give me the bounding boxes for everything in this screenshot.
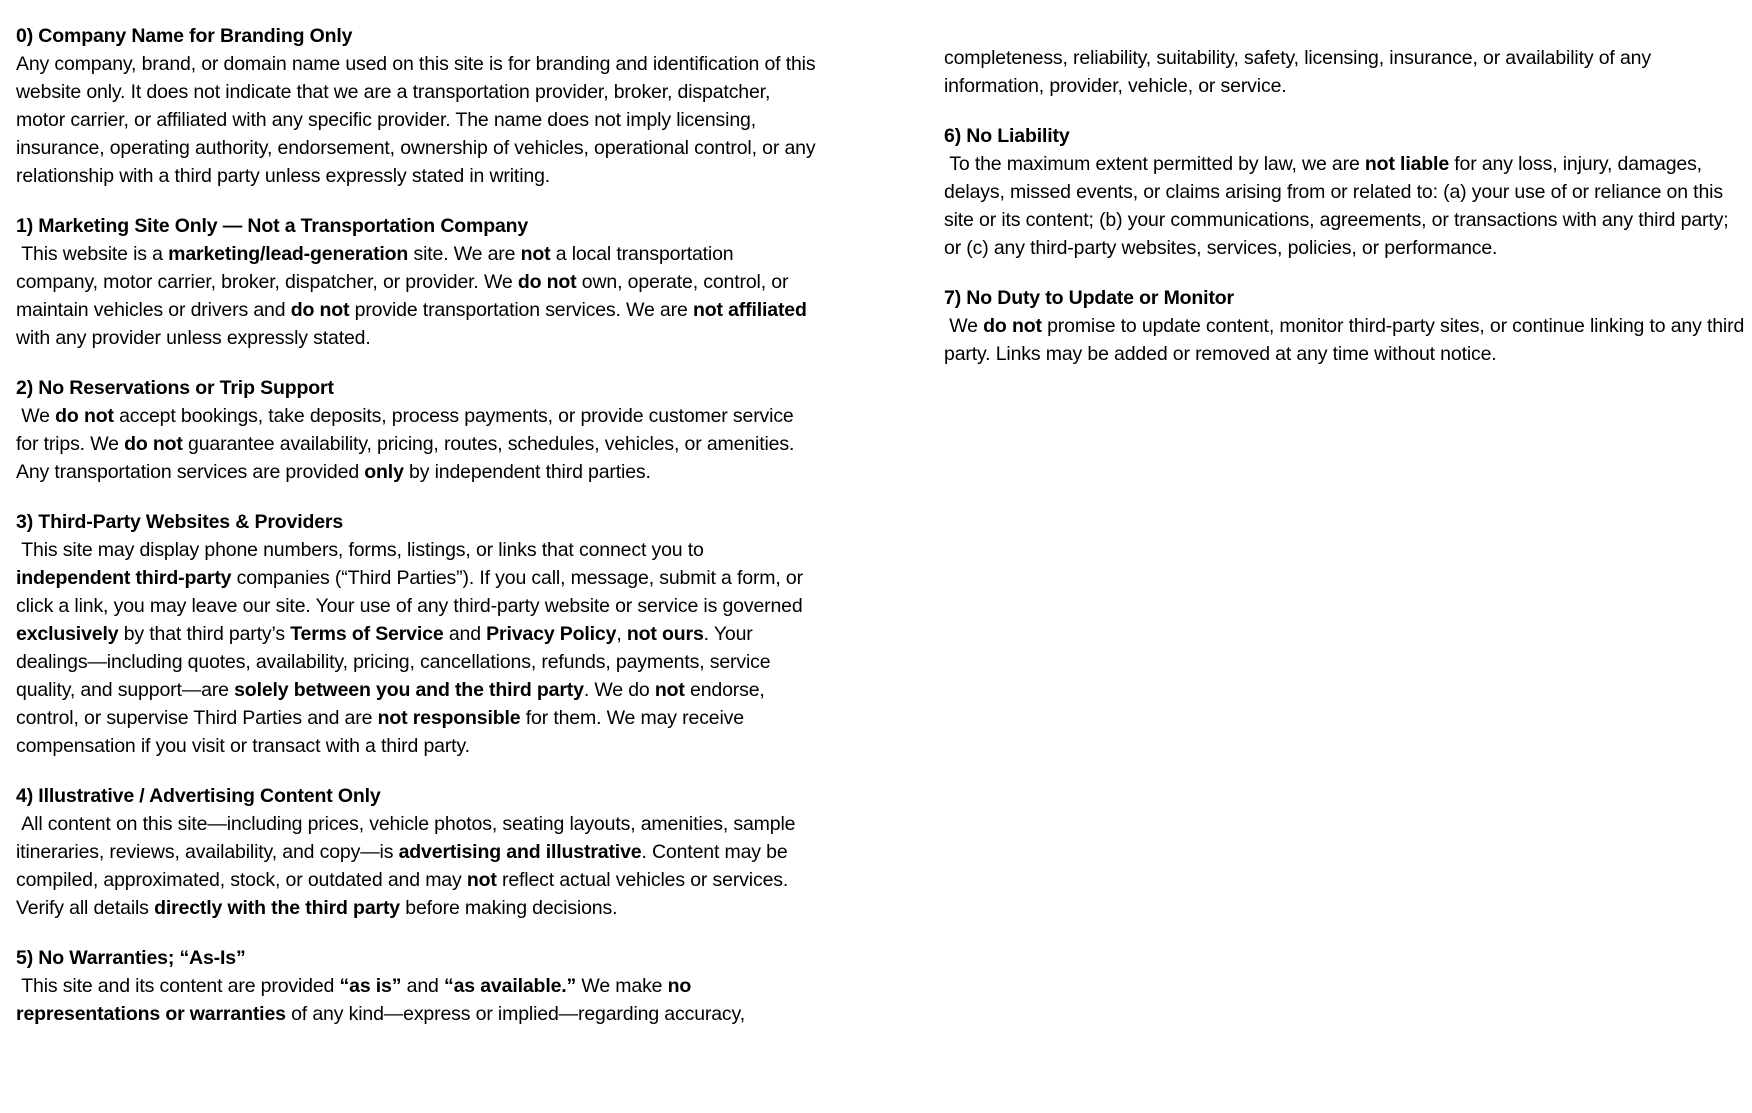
bold-text: marketing/lead-generation (168, 243, 409, 265)
body-text: of any kind—express or implied—regarding accuracy, (285, 1003, 745, 1025)
bold-text: Terms of Service (290, 623, 444, 645)
section-heading: 4) Illustrative / Advertising Content Only (16, 785, 381, 807)
bold-text: advertising and illustrative (398, 841, 642, 863)
body-text: for them. We may receive compensation if you visit or transact with a third party. (16, 707, 750, 757)
body-text: and (443, 623, 487, 645)
section-body (16, 402, 817, 486)
body-text: reflect actual vehicles or services. Verify all details (16, 869, 794, 919)
bold-text: not ours (626, 623, 704, 645)
bold-text: do not (55, 405, 114, 427)
bold-text: only (364, 461, 404, 483)
body-text: . We do (583, 679, 655, 701)
bold-text: solely between you and the third party (234, 679, 584, 701)
disclaimer-section (16, 374, 817, 486)
body-text: This site may display phone numbers, forms, listings, or links that connect you to (16, 539, 709, 561)
body-text: We (944, 315, 984, 337)
body-text: by that third party’s (118, 623, 291, 645)
section-body (944, 44, 1745, 100)
bold-text: do not (983, 315, 1042, 337)
body-text: by independent third parties. (403, 461, 651, 483)
section-heading: 1) Marketing Site Only — Not a Transportation Company (16, 215, 529, 237)
section-body (16, 50, 821, 190)
disclaimer-section (944, 284, 1750, 368)
section-body (16, 240, 817, 352)
bold-text: independent third-party (16, 567, 232, 589)
body-text: companies (“Third Parties”). If you call, message, submit a form, or click a link, you may leave our site. Your use of any third-party website or service is governed (16, 567, 809, 617)
section-heading: 3) Third-Party Websites & Providers (16, 511, 344, 533)
body-text: . Content may be compiled, approximated, stock, or outdated and may (16, 841, 793, 891)
disclaimer-section (16, 944, 817, 1028)
body-text: . Your dealings—including quotes, availability, pricing, cancellations, refunds, payments, service quality, and support—are (16, 623, 776, 701)
body-text: provide transportation services. We are (349, 299, 693, 321)
body-text: To the maximum extent permitted by law, we are (944, 153, 1365, 175)
body-text: We (16, 405, 56, 427)
body-text: guarantee availability, pricing, routes, schedules, vehicles, or amenities. Any transportation services are provided (16, 433, 799, 483)
bold-text: not responsible (377, 707, 521, 729)
body-text: and (401, 975, 444, 997)
disclaimer-section (16, 782, 817, 922)
body-text: before making decisions. (400, 897, 618, 919)
section-heading: 5) No Warranties; “As-Is” (16, 947, 246, 969)
bold-text: not liable (1364, 153, 1450, 175)
body-text: accept bookings, take deposits, process payments, or provide customer service for trips. We (16, 405, 799, 455)
column-left (16, 22, 821, 1050)
section-body (944, 312, 1750, 368)
disclaimer-section (16, 212, 817, 352)
bold-text: no representations or warranties (16, 975, 697, 1025)
body-text: Any company, brand, or domain name used on this site is for branding and identification of this website only. It does not indicate that we are a transportation provider, broker, dispatcher, motor carrier, or affiliated with any specific provider. The name does not imply licensing, insurance, operating authority, endorsement, ownership of vehicles, operational control, or any relationship with a third party unless expressly stated in writing. (16, 53, 821, 187)
body-text: endorse, control, or supervise Third Parties and are (16, 679, 770, 729)
body-text: completeness, reliability, suitability, safety, licensing, insurance, or availability of any information, provider, vehicle, or service. (944, 47, 1657, 97)
bold-text: do not (124, 433, 183, 455)
section-heading: 0) Company Name for Branding Only (16, 25, 353, 47)
bold-text: do not (290, 299, 350, 321)
bold-text: not (466, 869, 497, 891)
disclaimer-section (944, 44, 1745, 100)
body-text: This website is a (16, 243, 169, 265)
body-text: own, operate, control, or maintain vehicles or drivers and (16, 271, 794, 321)
disclaimer-section (16, 22, 821, 190)
bold-text: exclusively (16, 623, 119, 645)
section-heading: 7) No Duty to Update or Monitor (944, 287, 1234, 309)
bold-text: not (654, 679, 685, 701)
section-body (16, 810, 817, 922)
section-body (16, 536, 817, 760)
disclaimer-section (944, 122, 1745, 262)
body-text: for any loss, injury, damages, delays, missed events, or claims arising from or related to: (a) your use of or reliance on this site or its content; (b) your communications, agreements, or transactions with any third party; or (c) any third-party websites, services, policies, or performance. (944, 153, 1734, 259)
bold-text: Privacy Policy (486, 623, 617, 645)
bold-text: not affiliated (692, 299, 807, 321)
section-body (16, 972, 817, 1028)
section-body (944, 150, 1745, 262)
body-text: site. We are (408, 243, 521, 265)
column-right (944, 44, 1750, 1050)
bold-text: not (520, 243, 551, 265)
body-text: promise to update content, monitor third-party sites, or continue linking to any third party. Links may be added or removed at any time without notice. (944, 315, 1750, 365)
body-text: with any provider unless expressly stated. (16, 299, 813, 349)
bold-text: “as is” (339, 975, 402, 997)
bold-text: do not (517, 271, 577, 293)
body-text: This site and its content are provided (16, 975, 340, 997)
body-text: All content on this site—including prices, vehicle photos, seating layouts, amenities, sample itineraries, reviews, availability, and copy—is (16, 813, 801, 863)
bold-text: “as available.” (443, 975, 577, 997)
disclaimer-section (16, 508, 817, 760)
bold-text: directly with the third party (154, 897, 400, 919)
body-text: a local transportation company, motor carrier, broker, dispatcher, or provider. We (16, 243, 739, 293)
body-text: We make (576, 975, 668, 997)
body-text: , (616, 623, 627, 645)
section-heading: 2) No Reservations or Trip Support (16, 377, 334, 399)
section-heading: 6) No Liability (944, 125, 1070, 147)
